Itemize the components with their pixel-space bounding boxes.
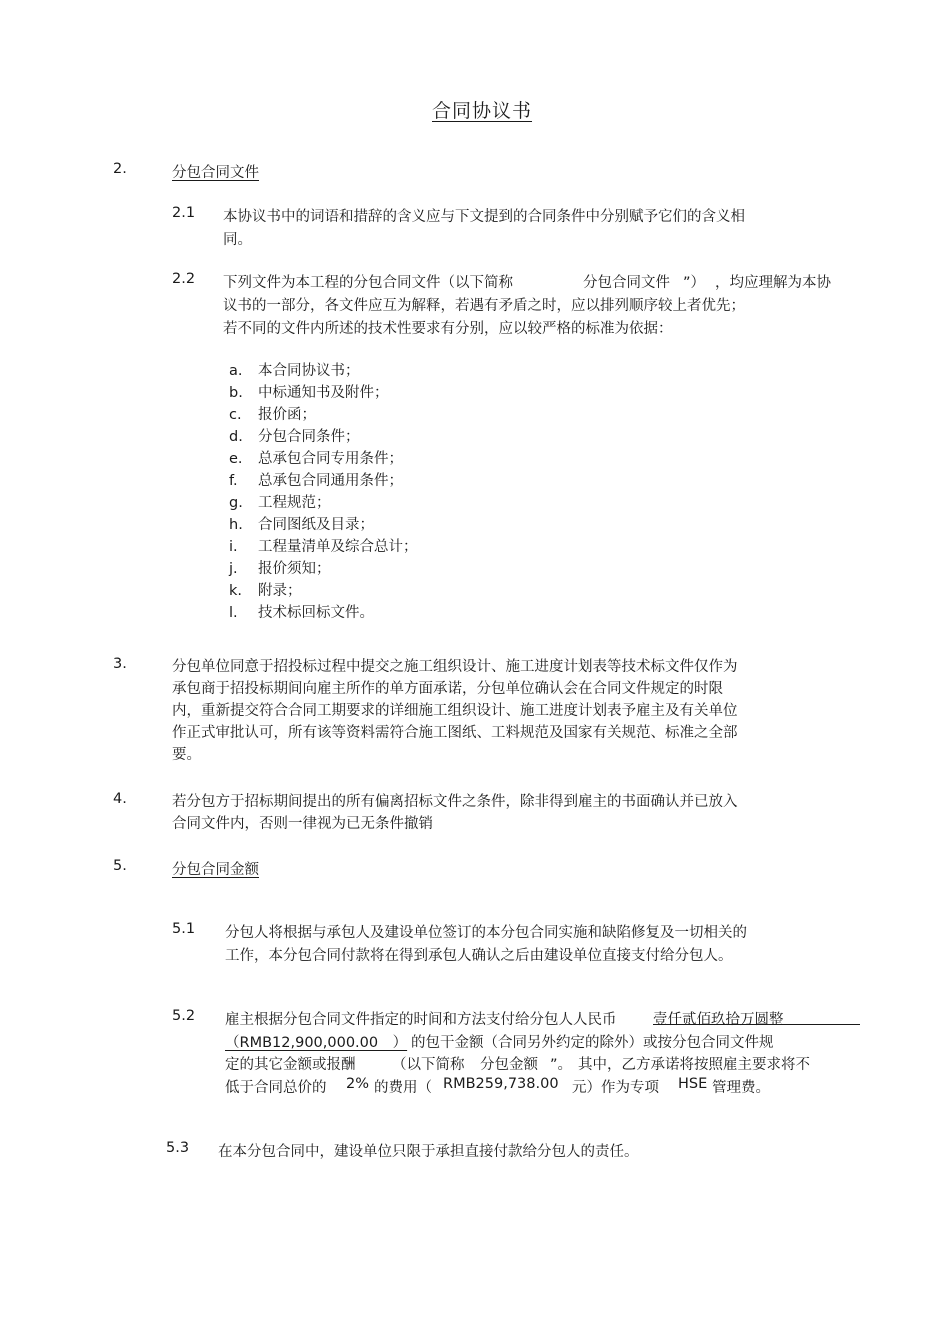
section-heading: 分包合同金额 [172, 862, 259, 878]
paragraph-line: 要。 [172, 747, 201, 763]
page-title: 合同协议书 [432, 100, 533, 122]
section-heading: 分包合同文件 [172, 165, 259, 181]
list-item [229, 404, 418, 426]
list-text: 附录； [258, 583, 302, 599]
list-item [229, 558, 418, 580]
section-number: 5. [113, 858, 127, 874]
quote-mark: ”。 [550, 1057, 573, 1073]
clause-text-line: 若不同的文件内所述的技术性要求有分别，应以较严格的标准为依据： [223, 321, 673, 337]
clause-text-line: 管理费。 [712, 1080, 770, 1096]
paragraph-line: 分包单位同意于招投标过程中提交之施工组织设计、施工进度计划表等技术标文件仅作为 [172, 659, 738, 675]
amount-figure: （RMB12,900,000.00 ） [225, 1035, 408, 1051]
list-item [229, 470, 418, 492]
underline-blank [653, 1024, 860, 1025]
clause-number: 5.2 [172, 1008, 196, 1024]
clause-text-line: 的包干金额（合同另外约定的除外）或按分包合同文件规 [411, 1035, 774, 1051]
list-item [229, 360, 418, 382]
paragraph-line: 合同文件内，否则一律视为已无条件撤销 [172, 816, 433, 832]
list-letter: i. [229, 539, 238, 555]
list-text: 工程量清单及综合总计； [258, 539, 418, 555]
hse-label: HSE [678, 1076, 708, 1092]
paragraph-line: 承包商于招投标期间向雇主所作的单方面承诺，分包单位确认会在合同文件规定的时限 [172, 681, 723, 697]
list-letter: c. [229, 407, 242, 423]
list-letter: h. [229, 517, 243, 533]
list-letter: g. [229, 495, 243, 511]
list-text: 总承包合同专用条件； [258, 451, 403, 467]
list-item [229, 580, 418, 602]
clause-text-line: 在本分包合同中，建设单位只限于承担直接付款给分包人的责任。 [218, 1144, 639, 1160]
list-text: 工程规范； [258, 495, 331, 511]
clause-text-line: 分包人将根据与承包人及建设单位签订的本分包合同实施和缺陷修复及一切相关的 [225, 925, 747, 941]
clause-text-line: 定的其它金额或报酬 [225, 1057, 356, 1073]
clause-text-line: （以下简称 [392, 1057, 465, 1073]
paragraph-line: 若分包方于招标期间提出的所有偏离招标文件之条件，除非得到雇主的书面确认并已放入 [172, 794, 738, 810]
list-letter: l. [229, 605, 238, 621]
list-text: 报价须知； [258, 561, 331, 577]
clause-number: 2.2 [172, 271, 196, 287]
paragraph-line: 作正式审批认可，所有该等资料需符合施工图纸、工料规范及国家有关规范、标准之全部 [172, 725, 738, 741]
list-text: 分包合同条件； [258, 429, 360, 445]
list-text: 技术标回标文件。 [258, 605, 374, 621]
list-item [229, 448, 418, 470]
section-number: 3. [113, 656, 127, 672]
list-item [229, 426, 418, 448]
list-text: 中标通知书及附件； [258, 385, 389, 401]
list-item [229, 382, 418, 404]
clause-text-line: 的费用（ [374, 1080, 432, 1096]
list-letter: d. [229, 429, 243, 445]
clause-text-line: 其中，乙方承诺将按照雇主要求将不 [578, 1057, 810, 1073]
clause-number: 5.3 [166, 1140, 190, 1156]
clause-text-line: 工作，本分包合同付款将在得到承包人确认之后由建设单位直接支付给分包人。 [225, 948, 733, 964]
list-letter: e. [229, 451, 243, 467]
list-letter: j. [229, 561, 238, 577]
fee-amount: RMB259,738.00 [443, 1076, 559, 1092]
list-item [229, 602, 418, 624]
list-letter: a. [229, 363, 243, 379]
clause-text-line: ，均应理解为本协 [715, 275, 831, 291]
list-letter: b. [229, 385, 243, 401]
clause-text-line: 低于合同总价的 [225, 1080, 327, 1096]
list-text: 合同图纸及目录； [258, 517, 374, 533]
quote-mark: ”） [683, 275, 706, 291]
percentage-value: 2% [346, 1076, 370, 1092]
list-letter: k. [229, 583, 243, 599]
list-text: 报价函； [258, 407, 316, 423]
document-list [229, 360, 418, 624]
section-body [172, 656, 738, 766]
clause-text-line: 议书的一部分，各文件应互为解释，若遇有矛盾之时，应以排列顺序较上者优先； [223, 298, 745, 314]
quoted-term: 分包合同文件 [583, 275, 670, 291]
list-text: 本合同协议书； [258, 363, 360, 379]
list-item [229, 492, 418, 514]
section-number: 4. [113, 791, 127, 807]
clause-number: 2.1 [172, 205, 196, 221]
clause-text-line: 元）作为专项 [572, 1080, 659, 1096]
clause-text-line: 下列文件为本工程的分包合同文件（以下简称 [223, 275, 513, 291]
paragraph-line: 内，重新提交符合合同工期要求的详细施工组织设计、施工进度计划表予雇主及有关单位 [172, 703, 738, 719]
list-item [229, 536, 418, 558]
section-number: 2. [113, 161, 127, 177]
quoted-term: 分包金额 [480, 1057, 538, 1073]
clause-text-line: 本协议书中的词语和措辞的含义应与下文提到的合同条件中分别赋予它们的含义相 [223, 209, 745, 225]
amount-in-words: 壹仟贰佰玖拾万圆整 [653, 1012, 784, 1028]
section-body [172, 791, 738, 835]
clause-number: 5.1 [172, 921, 196, 937]
clause-text-line: 同。 [223, 232, 252, 248]
list-item [229, 514, 418, 536]
list-letter: f. [229, 473, 238, 489]
list-text: 总承包合同通用条件； [258, 473, 403, 489]
clause-text-line: 雇主根据分包合同文件指定的时间和方法支付给分包人人民币 [225, 1012, 617, 1028]
